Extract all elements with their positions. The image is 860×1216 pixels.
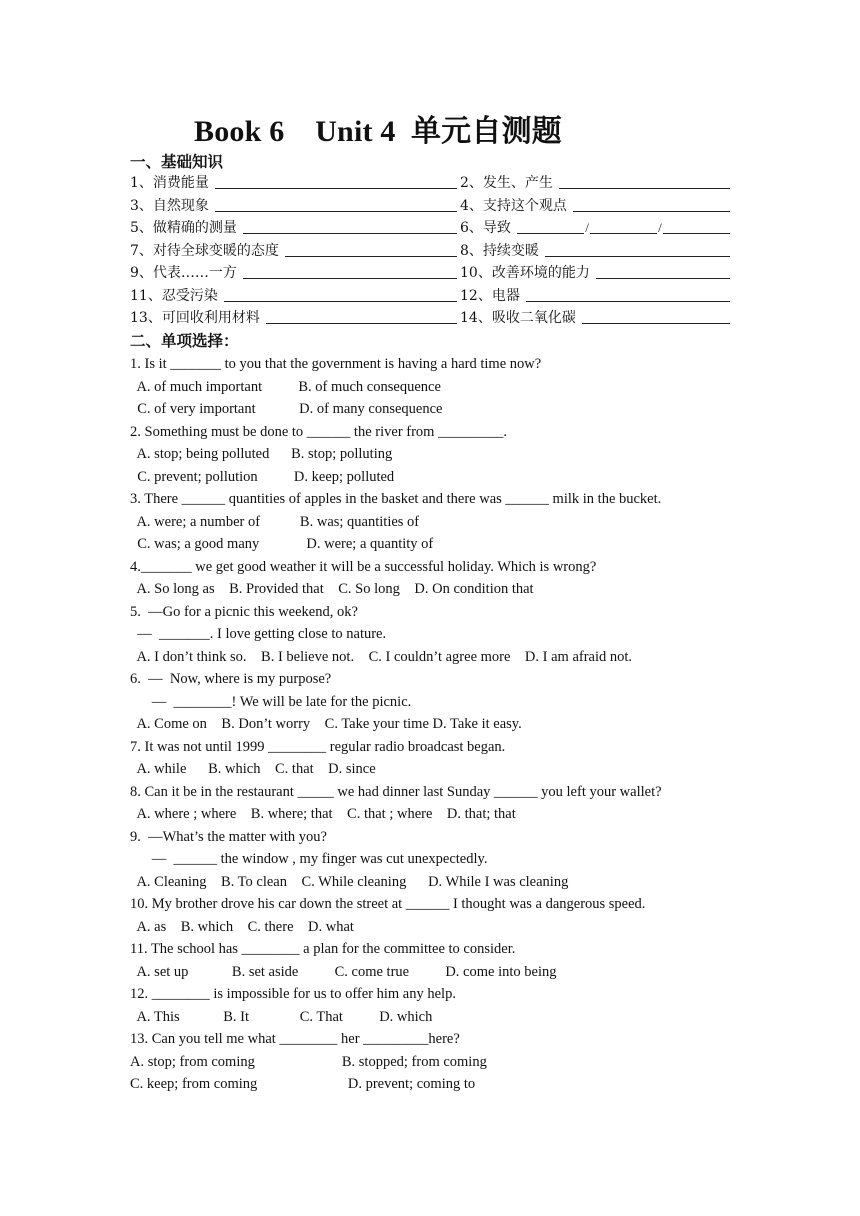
question-line: A. This B. It C. That D. which	[130, 1008, 433, 1025]
vocab-prompt: 10、改善环境的能力	[460, 265, 590, 281]
vocab-prompt: 8、持续变暖	[460, 243, 539, 259]
question-line: A. I don’t think so. B. I believe not. C. I couldn’t agree more D. I am afraid not.	[130, 648, 633, 665]
question-line: 8. Can it be in the restaurant _____ we had dinner last Sunday ______ you left your wallet?	[130, 783, 662, 800]
document-title: Book 6 Unit 4 单元自测题	[194, 115, 562, 148]
question-line: C. was; a good many D. were; a quantity of	[130, 536, 434, 552]
answer-blank[interactable]: / /	[517, 221, 730, 234]
vocab-row	[130, 195, 730, 217]
vocab-prompt: 5、做精确的测量	[130, 220, 237, 236]
question-line: 3. There ______ quantities of apples in the basket and there was ______ milk in the bucket.	[130, 491, 662, 507]
question-line: — ________! We will be late for the picnic.	[130, 693, 412, 710]
vocab-prompt: 14、吸收二氧化碳	[460, 310, 576, 326]
vocab-item	[130, 285, 457, 305]
answer-blank[interactable]	[215, 187, 457, 189]
vocab-item	[130, 172, 457, 192]
question-line: C. keep; from coming D. prevent; coming to	[130, 1076, 476, 1092]
question-line: A. stop; being polluted B. stop; polluting	[130, 446, 393, 462]
answer-blank[interactable]	[224, 300, 457, 302]
answer-blank[interactable]	[243, 232, 457, 234]
answer-blank[interactable]	[285, 255, 457, 257]
vocab-item	[130, 307, 457, 327]
vocab-row	[130, 262, 730, 284]
vocab-prompt: 11、忍受污染	[130, 288, 218, 304]
vocab-item	[130, 240, 457, 260]
section-heading-basic-knowledge: 一、基础知识	[130, 153, 224, 171]
vocab-item	[460, 240, 730, 260]
vocab-item	[460, 307, 730, 327]
vocab-item	[460, 262, 730, 282]
vocab-row	[130, 217, 730, 239]
vocab-item	[130, 195, 457, 215]
answer-blank[interactable]	[266, 322, 457, 324]
answer-blank[interactable]	[559, 187, 730, 189]
question-line: — _______. I love getting close to nature.	[130, 626, 387, 642]
question-line: A. while B. which C. that D. since	[130, 761, 376, 777]
vocab-row	[130, 307, 730, 329]
question-line: C. of very important D. of many consequence	[130, 401, 443, 417]
vocab-row	[130, 285, 730, 307]
question-line: 11. The school has ________ a plan for the committee to consider.	[130, 941, 516, 957]
question-line: 12. ________ is impossible for us to offer him any help.	[130, 986, 456, 1002]
vocab-prompt: 1、消费能量	[130, 175, 209, 191]
question-line: 9. —What’s the matter with you?	[130, 828, 327, 845]
question-line: 10. My brother drove his car down the street at ______ I thought was a dangerous speed.	[130, 896, 646, 912]
question-line: 2. Something must be done to ______ the river from _________.	[130, 423, 507, 440]
question-line: 7. It was not until 1999 ________ regular radio broadcast began.	[130, 738, 506, 755]
question-line: A. set up B. set aside C. come true D. come into being	[130, 963, 557, 980]
vocab-prompt: 7、对待全球变暖的态度	[130, 243, 279, 259]
answer-blank[interactable]	[526, 300, 730, 302]
vocab-prompt: 4、支持这个观点	[460, 198, 567, 214]
question-line: 6. — Now, where is my purpose?	[130, 671, 332, 687]
question-line: A. where ; where B. where; that C. that ; where D. that; that	[130, 806, 516, 822]
vocab-prompt: 3、自然现象	[130, 198, 209, 214]
question-line: C. prevent; pollution D. keep; polluted	[130, 468, 395, 485]
question-line: 13. Can you tell me what ________ her _________here?	[130, 1031, 460, 1047]
vocab-prompt: 9、代表……一方	[130, 265, 237, 281]
vocab-item	[460, 285, 730, 305]
question-line: 1. Is it _______ to you that the government is having a hard time now?	[130, 356, 542, 372]
vocab-item	[130, 262, 457, 282]
question-line: A. Cleaning B. To clean C. While cleaning D. While I was cleaning	[130, 873, 569, 890]
answer-blank[interactable]	[582, 322, 730, 324]
answer-blank[interactable]	[573, 210, 730, 212]
answer-blank[interactable]	[243, 277, 457, 279]
answer-blank[interactable]	[596, 277, 730, 279]
vocab-row	[130, 240, 730, 262]
question-line: A. of much important B. of much consequence	[130, 378, 441, 395]
vocab-prompt: 13、可回收利用材料	[130, 310, 260, 326]
vocab-prompt: 2、发生、产生	[460, 175, 553, 191]
section-heading-single-choice: 二、单项选择：	[130, 332, 239, 350]
vocab-item	[130, 217, 457, 237]
vocab-prompt: 6、导致	[460, 220, 511, 236]
vocab-item	[460, 172, 730, 192]
vocab-row	[130, 172, 730, 194]
question-line: A. were; a number of B. was; quantities of	[130, 513, 420, 530]
vocab-item	[460, 195, 730, 215]
question-line: A. stop; from coming B. stopped; from coming	[130, 1053, 487, 1070]
answer-blank[interactable]	[215, 210, 457, 212]
question-line: A. as B. which C. there D. what	[130, 918, 354, 935]
question-line: 4._______ we get good weather it will be a successful holiday. Which is wrong?	[130, 558, 597, 575]
answer-blank[interactable]	[545, 255, 730, 257]
vocab-prompt: 12、电器	[460, 288, 520, 304]
vocab-item	[460, 217, 730, 237]
question-line: A. So long as B. Provided that C. So long D. On condition that	[130, 581, 534, 597]
question-line: 5. —Go for a picnic this weekend, ok?	[130, 603, 358, 620]
question-line: A. Come on B. Don’t worry C. Take your time D. Take it easy.	[130, 716, 522, 732]
question-line: — ______ the window , my finger was cut unexpectedly.	[130, 851, 488, 867]
